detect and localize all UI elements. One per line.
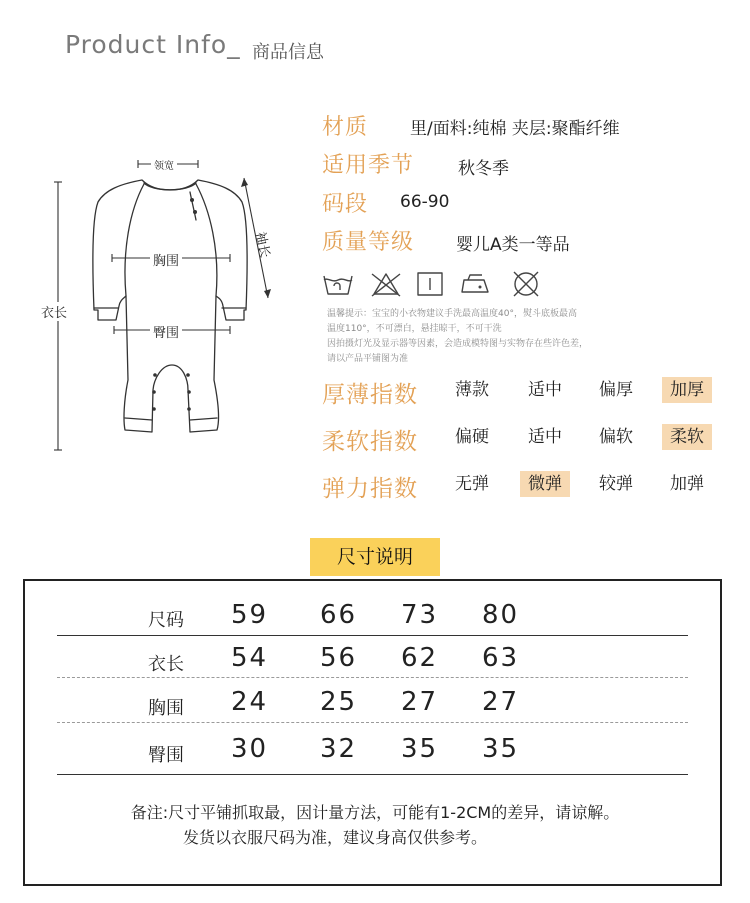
attr-size-range-value: 66-90 xyxy=(400,192,450,212)
size-cell: 63 xyxy=(482,643,520,673)
softness-option: 偏软 xyxy=(599,427,633,447)
label-sleeve-length: 袖长 xyxy=(252,230,273,260)
size-cell: 35 xyxy=(401,734,439,764)
size-cell: 73 xyxy=(401,600,439,630)
thickness-option: 薄款 xyxy=(455,380,489,400)
care-note-line: 温度110°，不可漂白，悬挂晾干，不可干洗 xyxy=(327,324,502,334)
elasticity-option: 无弹 xyxy=(455,474,489,494)
table-bottom-divider xyxy=(57,774,688,775)
thickness-option: 适中 xyxy=(528,380,562,400)
size-cell: 25 xyxy=(320,687,358,717)
elasticity-option: 加弹 xyxy=(670,474,704,494)
table-header-divider xyxy=(57,635,688,636)
softness-option: 偏硬 xyxy=(455,427,489,447)
size-cell: 27 xyxy=(401,687,439,717)
label-body-length: 衣长 xyxy=(38,302,70,321)
size-cell: 56 xyxy=(320,643,358,673)
thickness-option: 偏厚 xyxy=(599,380,633,400)
size-row-label: 臀围 xyxy=(148,745,184,766)
size-cell: 35 xyxy=(482,734,520,764)
size-note-line2: 发货以衣服尺码为准，建议身高仅供参考。 xyxy=(182,828,487,847)
care-note-line: 温馨提示：宝宝的小衣物建议手洗最高温度40°，熨斗底板最高 xyxy=(327,309,577,319)
size-row-label: 尺码 xyxy=(148,610,184,631)
label-collar-width: 领宽 xyxy=(151,157,177,172)
size-cell: 27 xyxy=(482,687,520,717)
no-bleach-icon xyxy=(372,274,400,296)
size-chart-title: 尺寸说明 xyxy=(310,538,440,576)
row-divider xyxy=(57,677,688,678)
label-hip: 臀围 xyxy=(150,322,182,341)
tumble-dry-icon xyxy=(418,273,442,295)
size-cell: 80 xyxy=(482,600,520,630)
size-cell: 32 xyxy=(320,734,358,764)
attr-season-key: 适用季节 xyxy=(322,153,415,178)
size-note-line1: 备注:尺寸平铺抓取最，因计量方法，可能有1-2CM的差异，请谅解。 xyxy=(130,803,620,822)
softness-option-selected: 柔软 xyxy=(662,424,712,450)
size-cell: 62 xyxy=(401,643,439,673)
size-cell: 54 xyxy=(231,643,269,673)
elasticity-index-key: 弹力指数 xyxy=(322,476,418,502)
size-cell: 66 xyxy=(320,600,358,630)
care-note-line: 请以产品平铺图为准 xyxy=(327,354,409,364)
size-cell: 24 xyxy=(231,687,269,717)
attr-material-key: 材质 xyxy=(322,115,369,140)
no-dry-clean-icon xyxy=(514,272,538,296)
size-row-label: 胸围 xyxy=(148,698,184,719)
size-cell: 59 xyxy=(231,600,269,630)
size-row-label: 衣长 xyxy=(148,654,184,675)
label-chest: 胸围 xyxy=(150,250,182,269)
attr-material-value: 里/面料:纯棉 夹层:聚酯纤维 xyxy=(410,119,620,139)
care-icons xyxy=(322,268,552,300)
header-title-cn: 商品信息 xyxy=(252,42,324,63)
care-note-line: 因拍摄灯光及显示器等因素，会造成模特图与实物存在些许色差， xyxy=(327,339,589,349)
care-note xyxy=(327,307,627,367)
elasticity-option: 较弹 xyxy=(599,474,633,494)
thickness-option-selected: 加厚 xyxy=(662,377,712,403)
header-title-en: Product Info_ xyxy=(65,30,241,59)
elasticity-option-selected: 微弹 xyxy=(520,471,570,497)
hand-wash-icon xyxy=(324,276,352,294)
thickness-index-key: 厚薄指数 xyxy=(322,382,418,408)
size-cell: 30 xyxy=(231,734,269,764)
attr-size-range-key: 码段 xyxy=(322,192,369,217)
iron-icon xyxy=(462,275,488,292)
attr-quality-key: 质量等级 xyxy=(322,230,415,255)
softness-option: 适中 xyxy=(528,427,562,447)
row-divider xyxy=(57,722,688,723)
softness-index-key: 柔软指数 xyxy=(322,429,418,455)
attr-season-value: 秋冬季 xyxy=(458,159,509,179)
attr-quality-value: 婴儿A类一等品 xyxy=(456,235,570,255)
